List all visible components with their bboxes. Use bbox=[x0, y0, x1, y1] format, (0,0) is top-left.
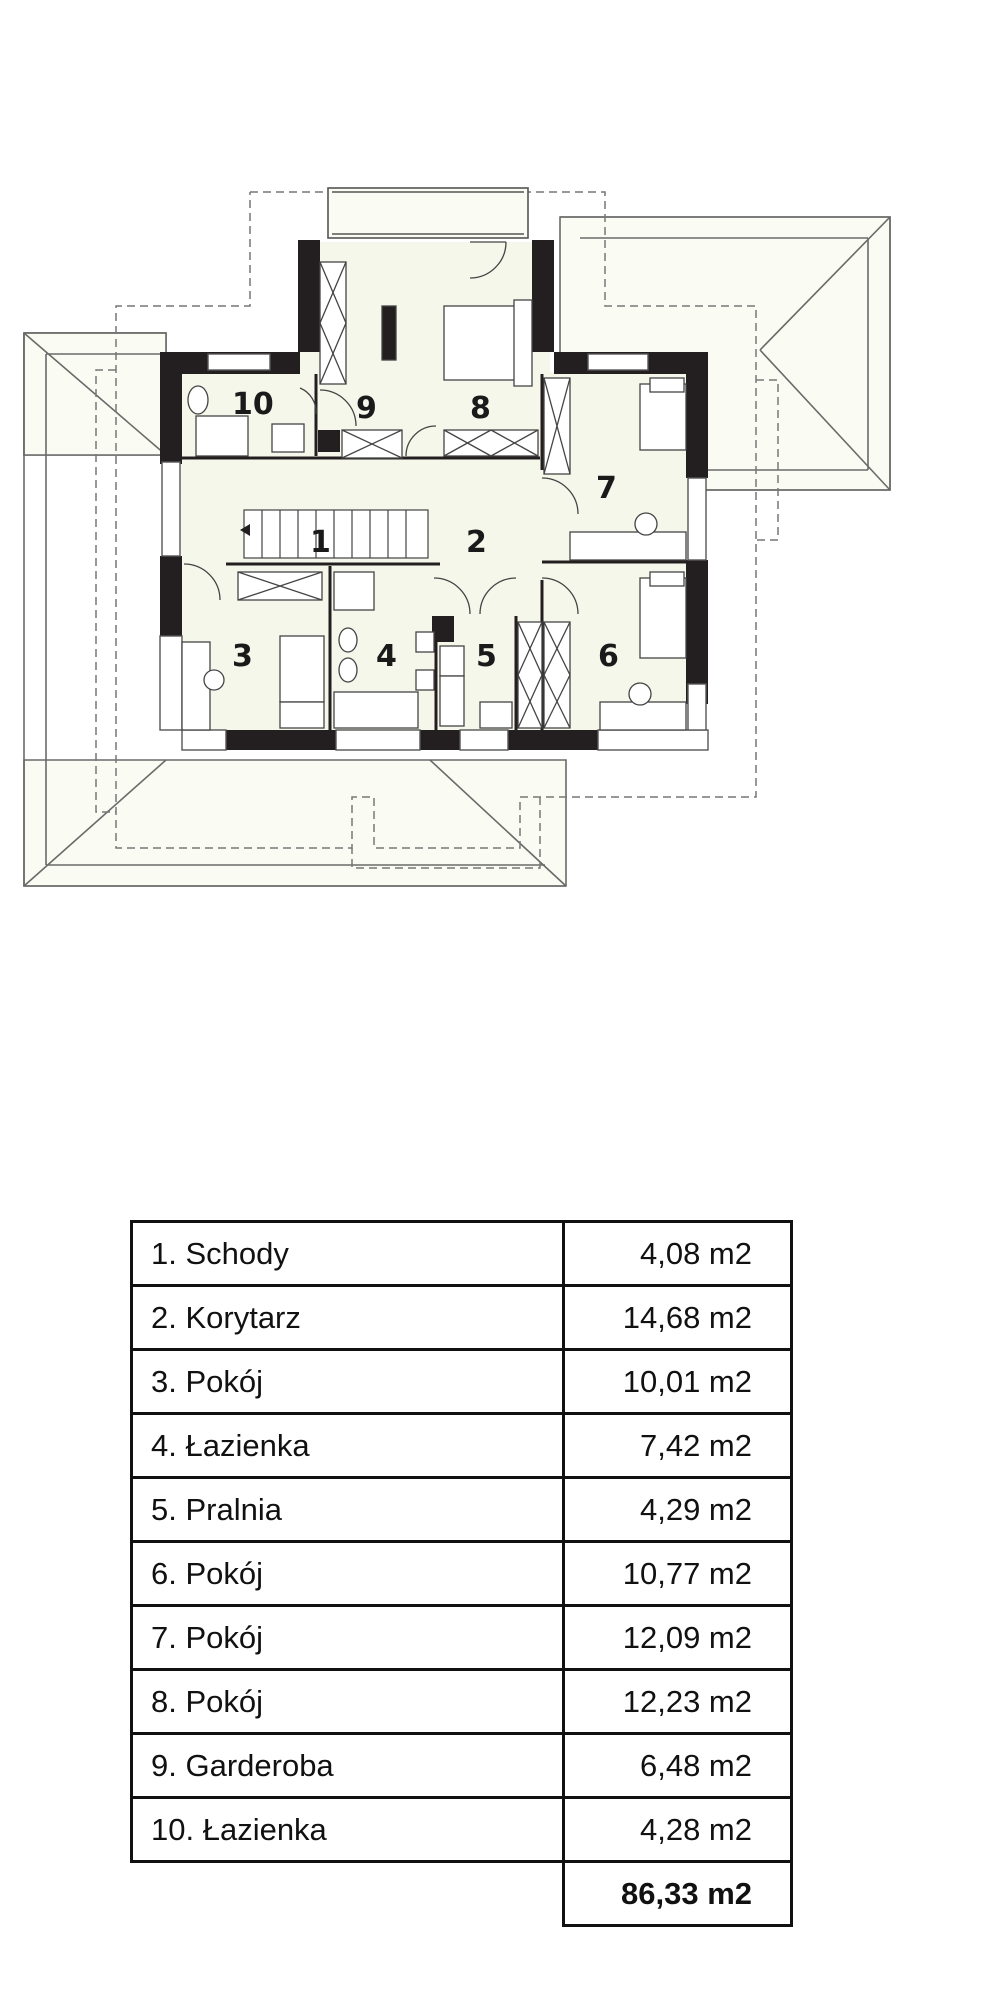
roof-bottom bbox=[24, 760, 566, 886]
table-row bbox=[132, 1286, 792, 1350]
chair-6 bbox=[629, 683, 651, 705]
room-area: 4,28 m2 bbox=[564, 1798, 792, 1862]
wardrobe-8-left bbox=[320, 262, 346, 384]
wardrobe-8-bottom bbox=[444, 430, 538, 456]
window-room6-bottom bbox=[598, 730, 708, 750]
window-room3-left bbox=[160, 636, 182, 730]
room-number-3: 3 bbox=[232, 639, 253, 674]
window-room10-top bbox=[208, 354, 270, 370]
room-name: 10. Łazienka bbox=[132, 1798, 564, 1862]
wall-right-upper bbox=[686, 352, 708, 478]
room-area: 4,08 m2 bbox=[564, 1222, 792, 1286]
room-number-4: 4 bbox=[376, 639, 397, 674]
bed-8 bbox=[444, 306, 524, 380]
toilet-4 bbox=[339, 628, 357, 652]
window-room4-bottom bbox=[336, 730, 420, 750]
room-name: 2. Korytarz bbox=[132, 1286, 564, 1350]
wardrobe-9 bbox=[342, 430, 402, 458]
room-name: 1. Schody bbox=[132, 1222, 564, 1286]
room-name: 9. Garderoba bbox=[132, 1734, 564, 1798]
room-name: 3. Pokój bbox=[132, 1350, 564, 1414]
room-area: 10,77 m2 bbox=[564, 1542, 792, 1606]
room-number-9: 9 bbox=[356, 391, 377, 426]
wall-8-left bbox=[298, 240, 320, 352]
bed-7-pillow bbox=[650, 378, 684, 392]
shelf-5 bbox=[440, 676, 464, 726]
total-spacer bbox=[132, 1862, 564, 1926]
wall-bottom-left bbox=[226, 730, 336, 750]
room-area: 7,42 m2 bbox=[564, 1414, 792, 1478]
room-number-10: 10 bbox=[232, 387, 274, 422]
room-area: 4,29 m2 bbox=[564, 1478, 792, 1542]
balcony bbox=[328, 188, 528, 238]
room-name: 8. Pokój bbox=[132, 1670, 564, 1734]
bed-8-pillows bbox=[514, 300, 532, 386]
wall-left-upper bbox=[160, 352, 182, 464]
table-row bbox=[132, 1670, 792, 1734]
wardrobe-3 bbox=[238, 572, 322, 600]
balcony-rail bbox=[328, 188, 528, 238]
room-name: 7. Pokój bbox=[132, 1606, 564, 1670]
sink-4a bbox=[416, 632, 434, 652]
total-row bbox=[132, 1862, 792, 1926]
window-room7-right bbox=[688, 478, 706, 560]
room-name: 5. Pralnia bbox=[132, 1478, 564, 1542]
window-room7-top bbox=[588, 354, 648, 370]
room-number-6: 6 bbox=[598, 639, 619, 674]
shower-10 bbox=[196, 416, 248, 456]
room-area-table bbox=[130, 1220, 793, 1927]
wall-bottom-mid bbox=[420, 730, 460, 750]
room-number-1: 1 bbox=[310, 525, 331, 560]
desk-6 bbox=[600, 702, 686, 730]
chair-7 bbox=[635, 513, 657, 535]
table-row bbox=[132, 1222, 792, 1286]
room-number-7: 7 bbox=[596, 471, 617, 506]
total-area: 86,33 m2 bbox=[564, 1862, 792, 1926]
sink-10 bbox=[272, 424, 304, 452]
bed-6 bbox=[640, 578, 686, 658]
toilet-10 bbox=[188, 386, 208, 414]
bed-3-pillow bbox=[280, 702, 324, 728]
wall-8-right bbox=[532, 240, 554, 352]
chair-3 bbox=[204, 670, 224, 690]
wardrobe-6-b bbox=[544, 622, 570, 728]
bed-7 bbox=[640, 384, 686, 450]
bed-3 bbox=[280, 636, 324, 702]
bed-6-pillow bbox=[650, 572, 684, 586]
table-row bbox=[132, 1350, 792, 1414]
tv-8 bbox=[382, 306, 396, 360]
window-left-upper bbox=[162, 462, 180, 556]
table-row bbox=[132, 1734, 792, 1798]
room-area: 10,01 m2 bbox=[564, 1350, 792, 1414]
stair-run bbox=[244, 510, 428, 558]
wall-9-10 bbox=[318, 430, 340, 452]
table-row bbox=[132, 1478, 792, 1542]
room-area: 12,23 m2 bbox=[564, 1670, 792, 1734]
room-number-8: 8 bbox=[470, 391, 491, 426]
table-row bbox=[132, 1414, 792, 1478]
room-name: 6. Pokój bbox=[132, 1542, 564, 1606]
wall-right-lower bbox=[686, 560, 708, 684]
wardrobe-6-a bbox=[518, 622, 542, 728]
bidet-4 bbox=[339, 658, 357, 682]
room-number-5: 5 bbox=[476, 639, 497, 674]
table-row bbox=[132, 1542, 792, 1606]
room-area: 6,48 m2 bbox=[564, 1734, 792, 1798]
shower-4 bbox=[334, 572, 374, 610]
sink-5 bbox=[480, 702, 512, 728]
room-area: 12,09 m2 bbox=[564, 1606, 792, 1670]
sink-4b bbox=[416, 670, 434, 690]
room-number-2: 2 bbox=[466, 525, 487, 560]
stairs bbox=[240, 510, 428, 558]
wall-bottom-right bbox=[508, 730, 598, 750]
table-row bbox=[132, 1798, 792, 1862]
washer-5 bbox=[440, 646, 464, 676]
window-room5-bottom bbox=[460, 730, 508, 750]
wardrobe-7 bbox=[544, 378, 570, 474]
room-area: 14,68 m2 bbox=[564, 1286, 792, 1350]
table-row bbox=[132, 1606, 792, 1670]
bathtub-4 bbox=[334, 692, 418, 728]
room-name: 4. Łazienka bbox=[132, 1414, 564, 1478]
window-room3-bottom bbox=[182, 730, 226, 750]
window-room6-right bbox=[688, 684, 706, 730]
desk-7 bbox=[570, 532, 686, 560]
